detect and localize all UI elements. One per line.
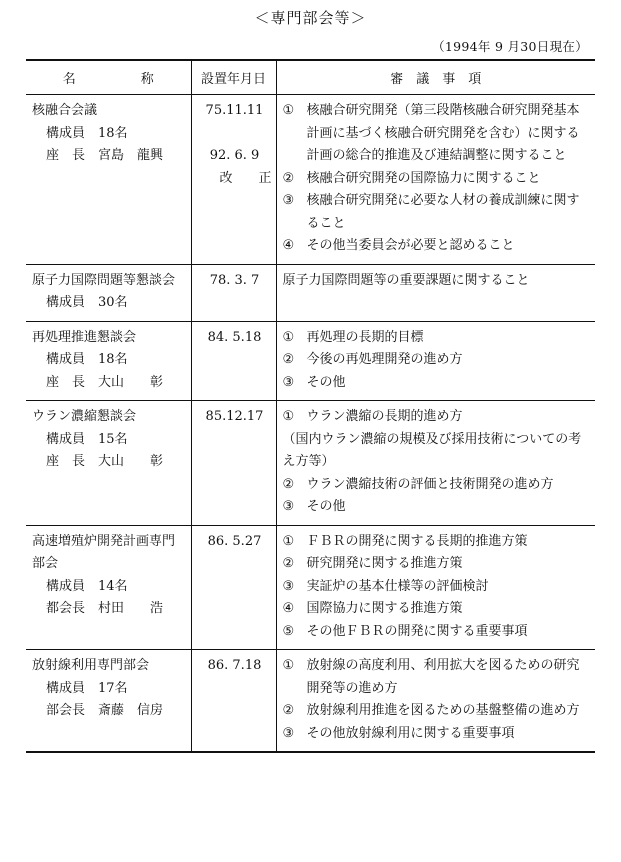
matter-number: ① — [282, 103, 295, 118]
matter-item — [283, 598, 592, 621]
matter-text: 放射線の高度利用、利用拡大を図るための研究開発等の進め方 — [306, 658, 580, 696]
committee-member-info: 構成員 14名 — [46, 578, 128, 594]
matter-text: 核融合研究開発の国際協力に関すること — [306, 170, 541, 186]
matter-text: 放射線利用推進を図るための基盤整備の進め方 — [306, 703, 580, 718]
deliberation-matters-cell — [276, 264, 595, 321]
deliberation-matters-cell — [276, 650, 595, 753]
established-date: 85.12.17 — [205, 409, 264, 424]
matter-number: ④ — [282, 601, 295, 616]
matter-number: ③ — [282, 499, 295, 514]
committee-name: 放射線利用専門部会 — [32, 658, 150, 673]
committee-name-cell — [26, 95, 191, 265]
committee-name: ウラン濃縮懇談会 — [32, 409, 137, 424]
committee-member-info: 都会長 村田 浩 — [46, 601, 164, 616]
matter-text: ウラン濃縮技術の評価と技術開発の進め方 — [306, 476, 554, 492]
matter-number: ② — [282, 170, 295, 186]
matter-number: ⑤ — [282, 623, 295, 639]
established-date-cell — [191, 401, 276, 526]
matter-text: 国際協力に関する推進方策 — [306, 601, 463, 616]
matter-item — [283, 349, 592, 372]
established-date-cell — [191, 525, 276, 650]
committee-table — [26, 59, 595, 753]
deliberation-matters-cell — [276, 321, 595, 401]
matter-text: 原子力国際問題等の重要課題に関すること — [282, 272, 530, 288]
table-row — [26, 95, 595, 265]
table-row — [26, 650, 595, 753]
matter-text: その他放射線利用に関する重要事項 — [306, 725, 515, 741]
established-date: 78. 3. 7 — [209, 272, 260, 288]
committee-member-info: 座 長 大山 彰 — [46, 374, 164, 390]
matter-item — [283, 576, 592, 599]
committee-name-cell — [26, 525, 191, 650]
established-date: 75.11.11 — [205, 103, 264, 118]
established-date-cell — [191, 95, 276, 265]
committee-name-cell — [26, 321, 191, 401]
matter-text: 研究開発に関する推進方策 — [306, 556, 463, 571]
matter-number: ④ — [282, 238, 295, 253]
matter-item — [283, 723, 592, 746]
matter-item — [283, 531, 592, 554]
matter-text: （国内ウラン濃縮の規模及び採用技術についての考え方等） — [282, 431, 582, 469]
committee-member-info: 座 長 大山 彰 — [46, 454, 164, 469]
matter-item — [283, 474, 592, 497]
established-date-cell — [191, 321, 276, 401]
document-title: ＜専門部会等＞ — [254, 9, 367, 27]
matter-number: ③ — [282, 193, 295, 208]
matter-number: ② — [282, 476, 295, 492]
matter-number: ① — [282, 329, 295, 345]
established-date-cell — [191, 264, 276, 321]
matter-item — [283, 655, 592, 700]
established-date-cell — [191, 650, 276, 753]
established-date: 92. 6. 9 — [209, 148, 260, 163]
committee-member-info: 構成員 15名 — [46, 431, 128, 447]
matter-item — [283, 553, 592, 576]
matter-item — [283, 372, 592, 395]
matter-text: その他ＦＢＲの開発に関する重要事項 — [306, 623, 528, 639]
table-row — [26, 321, 595, 401]
committee-member-info: 部会長 斎藤 信房 — [46, 703, 164, 718]
matter-number: ② — [282, 352, 295, 367]
matter-text: ウラン濃縮の長期的進め方 — [306, 409, 463, 424]
matter-item — [283, 235, 592, 258]
table-body — [26, 95, 595, 753]
committee-member-info: 構成員 18名 — [46, 352, 128, 367]
matter-number: ③ — [282, 578, 295, 594]
established-date — [198, 123, 272, 146]
matter-text: 再処理の長期的目標 — [306, 329, 424, 345]
matter-number: ① — [282, 658, 295, 673]
matter-item — [283, 700, 592, 723]
revision-note: 改 正 — [219, 170, 272, 186]
committee-member-info: 構成員 30名 — [46, 295, 128, 310]
committee-name-cell — [26, 401, 191, 526]
matter-item — [283, 100, 592, 168]
matter-number: ② — [282, 556, 295, 571]
table-row — [26, 525, 595, 650]
matter-number: ① — [282, 533, 295, 549]
matter-text: その他当委員会が必要と認めること — [306, 238, 515, 253]
established-date: 84. 5.18 — [207, 329, 262, 345]
committee-member-info: 構成員 18名 — [46, 125, 128, 141]
matter-text: 今後の再処理開発の進め方 — [306, 352, 463, 367]
established-date: 86. 5.27 — [207, 533, 262, 549]
committee-name-cell — [26, 650, 191, 753]
table-header-row — [26, 60, 595, 95]
matter-text: その他 — [306, 374, 346, 390]
matter-text: 核融合研究開発に必要な人材の養成訓練に関すること — [306, 193, 580, 231]
matter-item — [283, 621, 592, 644]
deliberation-matters-cell — [276, 525, 595, 650]
table-row — [26, 264, 595, 321]
committee-name: 原子力国際問題等懇談会 — [32, 272, 176, 288]
matter-text: ＦＢＲの開発に関する長期的推進方策 — [306, 533, 528, 549]
matter-number: ② — [282, 703, 295, 718]
deliberation-matters-cell — [276, 401, 595, 526]
as-of-date: （1994年 9 月30日現在） — [432, 39, 588, 54]
matter-text: 実証炉の基本仕様等の評価検討 — [306, 578, 489, 594]
header-date: 設置年月日 — [191, 60, 276, 95]
committee-member-info: 座 長 宮島 龍興 — [46, 148, 164, 163]
matter-number: ③ — [282, 374, 295, 390]
committee-member-info: 構成員 17名 — [46, 680, 128, 696]
established-date: 86. 7.18 — [207, 658, 262, 673]
committee-name-cell — [26, 264, 191, 321]
matter-item — [283, 190, 592, 235]
header-name: 名 称 — [26, 60, 191, 95]
committee-name: 核融合会議 — [32, 103, 98, 118]
deliberation-matters-cell — [276, 95, 595, 265]
matter-text: 核融合研究開発（第三段階核融合研究開発基本計画に基づく核融合研究開発を含む）に関する計画の総合的推進及び連結調整に関すること — [306, 103, 580, 163]
matter-number: ③ — [282, 725, 295, 741]
committee-name: 高速増殖炉開発計画専門部会 — [32, 533, 176, 571]
matter-item — [283, 406, 592, 429]
matter-text: その他 — [306, 499, 346, 514]
matter-number: ① — [282, 409, 295, 424]
matter-item — [283, 327, 592, 350]
table-row — [26, 401, 595, 526]
matter-item — [283, 496, 592, 519]
committee-name: 再処理推進懇談会 — [32, 329, 137, 345]
matter-item — [283, 168, 592, 191]
header-matters: 審 議 事 項 — [276, 60, 595, 95]
